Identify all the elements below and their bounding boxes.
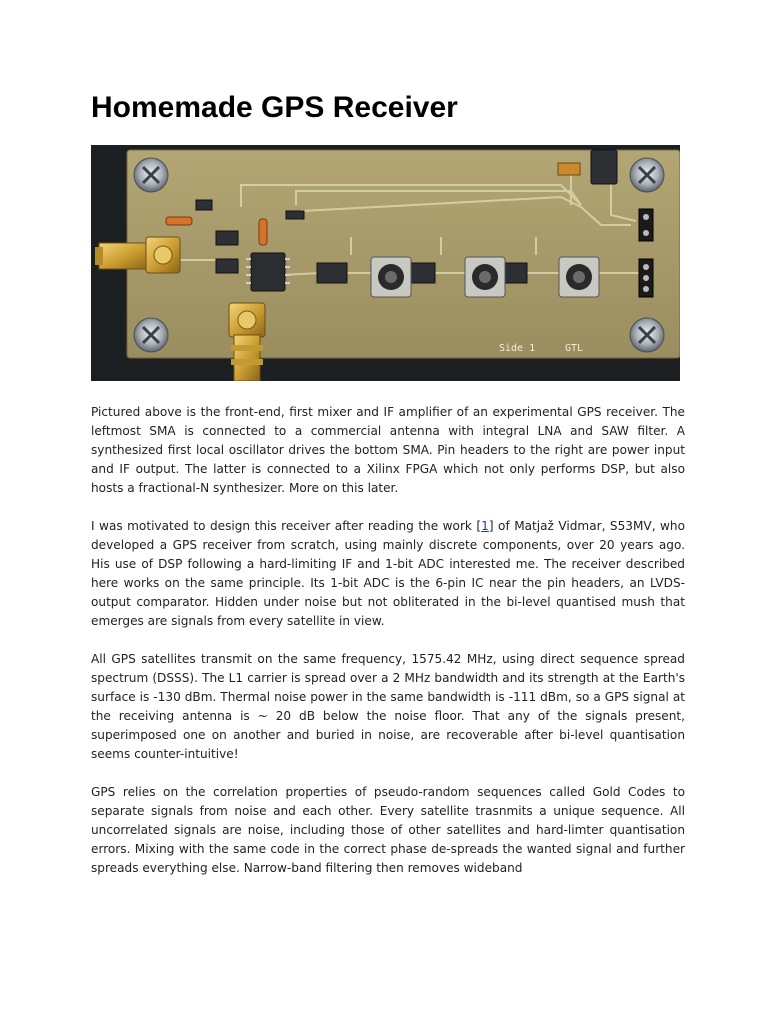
- reference-link-1[interactable]: 1: [481, 519, 489, 533]
- paragraph-3: All GPS satellites transmit on the same frequency, 1575.42 MHz, using direct sequence spread spectrum (DSSS). The L1 carrier is spread over a 2 MHz bandwidth and its strength at the Earth's surface is -130 dBm. Thermal noise power in the same bandwidth is -111 dBm, so a GPS signal at the receiving antenna is ~ 20 dB below the noise floor. That any of the signals present, superimposed one on another and buried in noise, are recoverable after bi-level quantisation seems counter-intuitive!: [91, 652, 685, 761]
- article-body: [91, 403, 685, 897]
- board-label-side: Side 1: [499, 343, 536, 354]
- paragraph-2-end: ] of Matjaž Vidmar, S53MV, who developed a GPS receiver from scratch, using mainly discrete components, over 20 years ago. His use of DSP following a hard-limiting IF and 1-bit ADC interested me. The receiver described here works on the same principle. Its 1-bit ADC is the 6-pin IC near the pin headers, an LVDS-output comparator. Hidden under noise but not obliterated in the bi-level quantised mush that emerges are signals from every satellite in view.: [91, 519, 685, 628]
- if-coils: [371, 257, 599, 297]
- board-label-gtl: GTL: [565, 343, 584, 354]
- mixer-ic: [246, 253, 290, 291]
- pcb-illustration: [91, 145, 680, 381]
- page-title: Homemade GPS Receiver: [91, 91, 458, 124]
- paragraph-2-start: I was motivated to design this receiver after reading the work [: [91, 519, 482, 533]
- paragraph-1: Pictured above is the front-end, first mixer and IF amplifier of an experimental GPS receiver. The leftmost SMA is connected to a commercial antenna with integral LNA and SAW filter. A synthesized first local oscillator drives the bottom SMA. Pin headers to the right are power input and IF output. The latter is connected to a Xilinx FPGA which not only performs DSP, but also hosts a fractional-N synthesizer. More on this later.: [91, 405, 685, 495]
- gps-receiver-photo: [91, 145, 680, 381]
- sma-connector-bottom: [229, 303, 265, 381]
- paragraph-2: [91, 517, 685, 631]
- paragraph-4: GPS relies on the correlation properties of pseudo-random sequences called Gold Codes to separate signals from noise and each other. Every satellite trasnmits a unique sequence. All uncorrelated signals are noise, including those of other satellites and hard-limter quantisation errors. Mixing with the same code in the correct phase de-spreads the wanted signal and further spreads everything else. Narrow-band filtering then removes wideband: [91, 785, 685, 875]
